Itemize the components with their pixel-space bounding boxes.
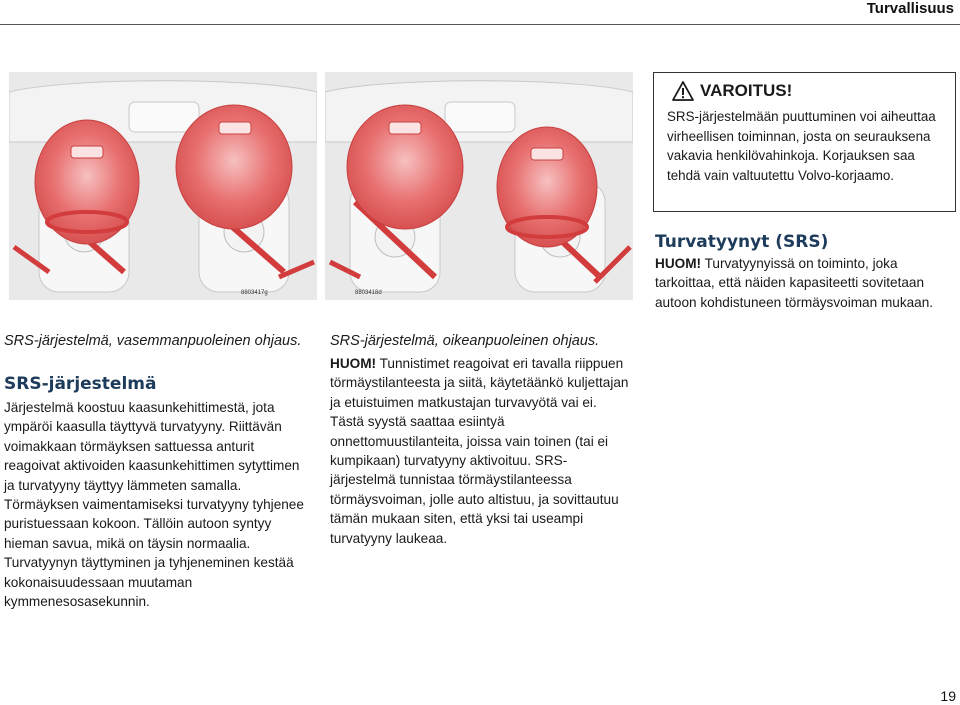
note-body: Tunnistimet reagoivat eri tavalla riippuen törmäystilanteesta ja siitä, käytetäänkö kuljettajan ja etuistuimen matkustajan turvavyötä vai ei. Tästä syystä saattaa esiintyä onnettomuustilanteita, joissa vain toinen (tai ei kumpikaan) turvatyyny aktivoituu. SRS-järjestelmä tunnistaa törmäystilanteessa törmäysvoiman, jolle auto altistuu, ja sovittautuu tämän mukaan siten, että yksi tai useampi turvatyyny laukeaa.	[330, 356, 629, 546]
srs-description: Järjestelmä koostuu kaasunkehittimestä, jota ympäröi kaasulla täyttyvä turvatyyny. Riittävän voimakkaan törmäyksen sattuessa anturit reagoivat aktivoiden kaasunkehittimen sytyttimen ja turvatyyny täyttyy lämmeten samalla. Törmäyksen vaimentamiseksi turvatyyny tyhjenee puristuessaan kokoon. Tällöin autoon syntyy hieman savua, mikä on täysin normaalia. Turvatyynyn täyttyminen ja tyhjeneminen kestää kokonaisuudessaan muutaman kymmenesosasekunnin.	[4, 400, 304, 610]
note-sensors	[330, 354, 630, 548]
note-label: HUOM!	[655, 256, 702, 271]
figure-code: 8803418d	[355, 290, 382, 296]
warning-box	[653, 72, 956, 212]
airbag-illustration-right	[325, 72, 633, 300]
warning-triangle-icon	[672, 81, 694, 101]
airbag-illustration-left	[9, 72, 317, 300]
warning-header	[672, 81, 792, 101]
section-heading-airbags: Turvatyynyt (SRS)	[655, 232, 829, 252]
header-divider	[0, 24, 960, 25]
figure-srs-right-hand-drive	[325, 72, 633, 300]
note-body: Turvatyynyissä on toiminto, joka tarkoittaa, että näiden kapasiteetti sovitetaan autoon kohdistuneen törmäysvoiman mukaan.	[655, 256, 934, 310]
warning-text: SRS-järjestelmään puuttuminen voi aiheuttaa virheellisen toiminnan, josta on seurauksena vakavia henkilövahinkoja. Korjauksen saa tehdä vain valtuutettu Volvo-korjaamo.	[667, 109, 936, 183]
figure-caption-right: SRS-järjestelmä, oikeanpuoleinen ohjaus.	[330, 333, 600, 349]
figure-code: 8803417g	[241, 290, 268, 296]
section-heading-srs: SRS-järjestelmä	[4, 374, 157, 394]
chapter-title: Turvallisuus	[866, 0, 954, 17]
figure-srs-left-hand-drive	[9, 72, 317, 300]
note-airbag-capacity	[655, 254, 955, 312]
note-label: HUOM!	[330, 356, 377, 371]
page-number: 19	[940, 688, 956, 704]
warning-title: VAROITUS!	[700, 81, 793, 100]
figure-caption-left: SRS-järjestelmä, vasemmanpuoleinen ohjaus.	[4, 333, 302, 349]
